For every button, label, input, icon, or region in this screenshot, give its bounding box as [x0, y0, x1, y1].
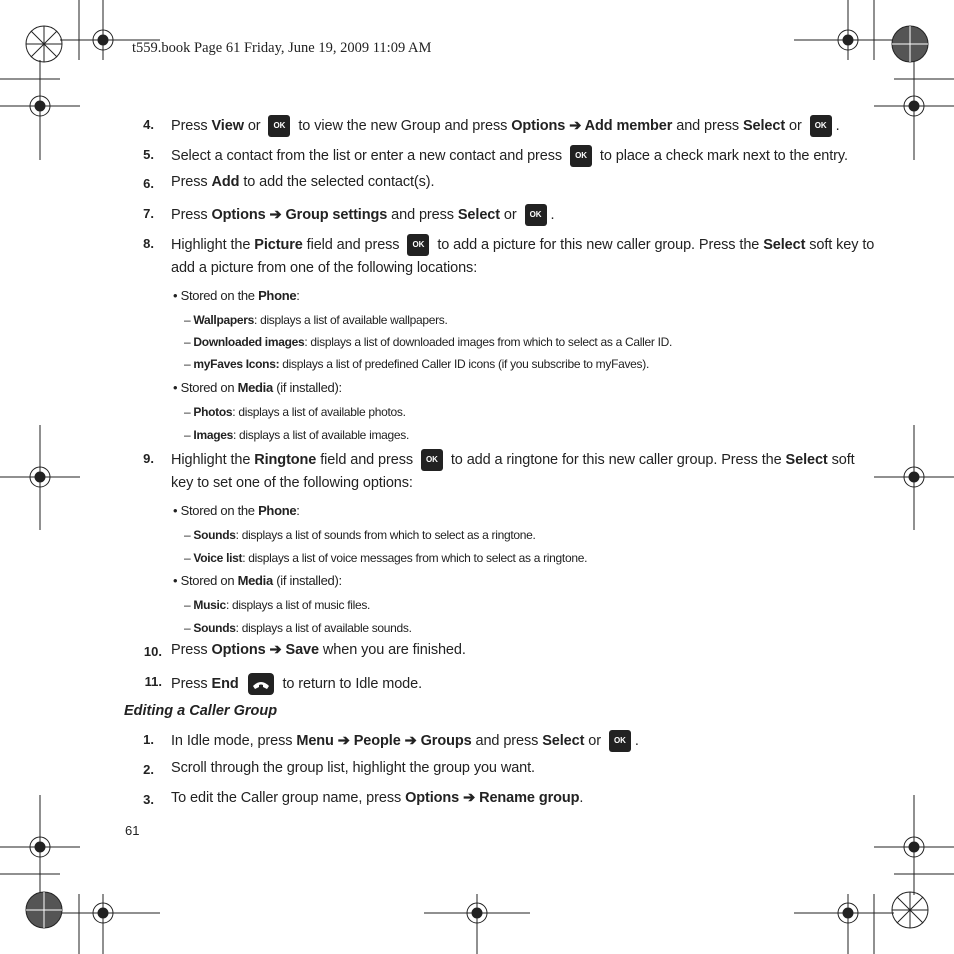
ok-key-icon: OK [421, 449, 443, 471]
step-number: 3. [143, 792, 154, 807]
dash-item: – Sounds: displays a list of sounds from which to select as a ringtone. [184, 528, 536, 542]
step-10-text: Press Options ➔ Save when you are finished. [171, 642, 466, 658]
end-key-icon [247, 672, 275, 696]
bullet-item: • Stored on Media (if installed): [173, 573, 342, 588]
step-6-text: Press Add to add the selected contact(s). [171, 174, 435, 190]
dash-item: – Sounds: displays a list of available sounds. [184, 621, 412, 635]
step-number: 7. [143, 206, 154, 221]
dash-item: – Photos: displays a list of available photos. [184, 405, 406, 419]
dash-item: – Music: displays a list of music files. [184, 598, 371, 612]
ok-key-icon: OK [609, 730, 631, 752]
dash-item: – myFaves Icons: displays a list of predefined Caller ID icons (if you subscribe to myFaves). [184, 357, 649, 371]
bullet-item: • Stored on the Phone: [173, 288, 300, 303]
step-4-text: Press View or OK to view the new Group and press Options ➔ Add member and press Select or OK . [171, 115, 840, 137]
edit-step-2-text: Scroll through the group list, highlight the group you want. [171, 760, 535, 776]
step-number: 8. [143, 236, 154, 251]
ok-key-icon: OK [810, 115, 832, 137]
bullet-item: • Stored on Media (if installed): [173, 380, 342, 395]
step-number: 6. [143, 176, 154, 191]
bullet-item: • Stored on the Phone: [173, 503, 300, 518]
step-9-text-cont: key to set one of the following options: [171, 475, 413, 491]
dash-item: – Wallpapers: displays a list of available wallpapers. [184, 313, 448, 327]
ok-key-icon: OK [407, 234, 429, 256]
ok-key-icon: OK [268, 115, 290, 137]
edit-step-3-text: To edit the Caller group name, press Options ➔ Rename group. [171, 790, 584, 806]
ok-key-icon: OK [525, 204, 547, 226]
step-number: 4. [143, 117, 154, 132]
ok-key-icon: OK [570, 145, 592, 167]
step-7-text: Press Options ➔ Group settings and press Select or OK . [171, 204, 554, 226]
step-5-text: Select a contact from the list or enter a new contact and press OK to place a check mark next to the entry. [171, 145, 848, 167]
step-number: 5. [143, 147, 154, 162]
step-9-text: Highlight the Ringtone field and press OK to add a ringtone for this new caller group. Press the Select soft [171, 449, 855, 471]
step-11-text: Press End to return to Idle mode. [171, 672, 422, 696]
step-number: 11. [144, 674, 162, 689]
step-number: 2. [143, 762, 154, 777]
book-header: t559.book Page 61 Friday, June 19, 2009 11:09 AM [132, 40, 432, 56]
step-8-text: Highlight the Picture field and press OK to add a picture for this new caller group. Press the Select soft key to [171, 234, 874, 256]
section-heading: Editing a Caller Group [124, 703, 278, 719]
dash-item: – Downloaded images: displays a list of downloaded images from which to select as a Caller ID. [184, 335, 673, 349]
step-number: 10. [143, 644, 162, 659]
step-number: 9. [143, 451, 154, 466]
step-number: 1. [143, 732, 154, 747]
dash-item: – Images: displays a list of available images. [184, 428, 410, 442]
step-8-text-cont: add a picture from one of the following locations: [171, 260, 478, 276]
edit-step-1-text: In Idle mode, press Menu ➔ People ➔ Groups and press Select or OK . [171, 730, 639, 752]
dash-item: – Voice list: displays a list of voice messages from which to select as a ringtone. [184, 551, 588, 565]
page-number: 61 [125, 823, 140, 838]
